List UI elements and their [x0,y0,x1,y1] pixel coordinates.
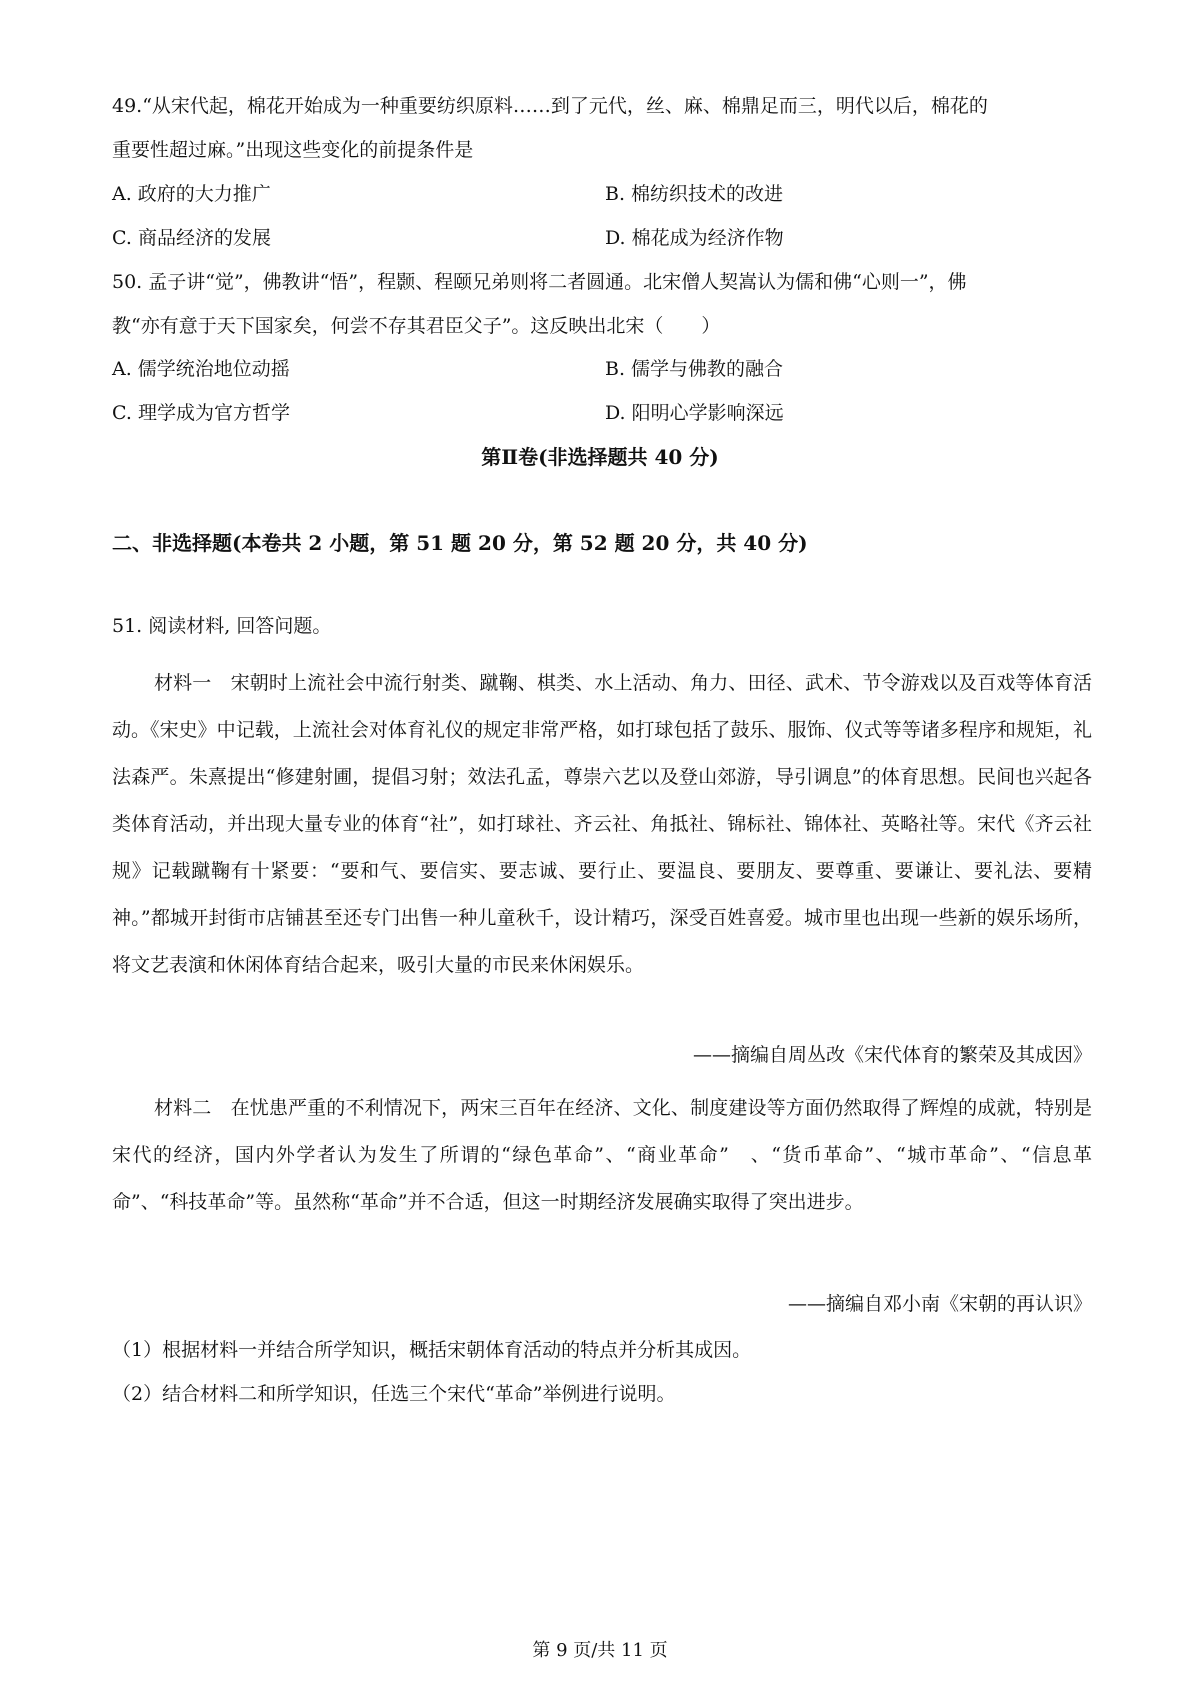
q50-option-a: A. 儒学统治地位动摇 [112,358,290,380]
q49-option-d: D. 棉花成为经济作物 [605,227,784,249]
page-footer: 第 9 页/共 11 页 [532,1640,668,1661]
q51-sub-question-2: （2）结合材料二和所学知识，任选三个宋代“革命”举例进行说明。 [112,1383,676,1405]
q51-sub-question-1: （1）根据材料一并结合所学知识，概括宋朝体育活动的特点并分析其成因。 [112,1339,752,1361]
q49-line-1: 49.“从宋代起，棉花开始成为一种重要纺织原料……到了元代，丝、麻、棉鼎足而三，明代以后，棉花的 [112,95,988,117]
q50-line-2: 教“亦有意于天下国家矣，何尝不存其君臣父子”。这反映出北宋（ ） [112,315,721,337]
q49-option-b: B. 棉纺织技术的改进 [605,183,784,205]
q51-material-2: 材料二 在忧患严重的不利情况下，两宋三百年在经济、文化、制度建设等方面仍然取得了辉煌的成就，特别是宋代的经济，国内外学者认为发生了所谓的“绿色革命”、“商业革命” 、“货币革命”、“城市革命”、“信息革命”、“科技革命”等。虽然称“革命”并不合适，但这一时期经济发展确实取得了突出进步。 [112,1097,1092,1213]
volume-title: 第Ⅱ卷(非选择题共 40 分) [481,445,719,469]
q50-option-b: B. 儒学与佛教的融合 [605,358,784,380]
q51-source-2: ——摘编自邓小南《宋朝的再认识》 [787,1293,1092,1315]
q50-option-c: C. 理学成为官方哲学 [112,402,290,424]
q49-line-2: 重要性超过麻。”出现这些变化的前提条件是 [112,139,474,161]
q51-stem: 51. 阅读材料, 回答问题。 [112,615,332,637]
q49-option-c: C. 商品经济的发展 [112,227,271,249]
q51-source-1: ——摘编自周丛改《宋代体育的繁荣及其成因》 [692,1044,1092,1066]
q50-line-1: 50. 孟子讲“觉”，佛教讲“悟”，程颢、程颐兄弟则将二者圆通。北宋僧人契嵩认为儒和佛“心则一”，佛 [112,271,967,293]
q50-option-d: D. 阳明心学影响深远 [605,402,784,424]
part-title: 二、非选择题(本卷共 2 小题，第 51 题 20 分，第 52 题 20 分，共 40 分) [112,531,808,555]
q51-material-1: 材料一 宋朝时上流社会中流行射类、蹴鞠、棋类、水上活动、角力、田径、武术、节令游戏以及百戏等体育活动。《宋史》中记载，上流社会对体育礼仪的规定非常严格，如打球包括了鼓乐、服饰、仪式等等诸多程序和规矩，礼法森严。朱熹提出“修建射圃，提倡习射；效法孔孟，尊崇六艺以及登山郊游，导引调息”的体育思想。民间也兴起各类体育活动，并出现大量专业的体育“社”，如打球社、齐云社、角抵社、锦标社、锦体社、英略社等。宋代《齐云社规》记载蹴鞠有十紧要：“要和气、要信实、要志诚、要行止、要温良、要朋友、要尊重、要谦让、要礼法、要精神。”都城开封街市店铺甚至还专门出售一种儿童秋千，设计精巧，深受百姓喜爱。城市里也出现一些新的娱乐场所，将文艺表演和休闲体育结合起来，吸引大量的市民来休闲娱乐。 [112,672,1092,976]
q49-option-a: A. 政府的大力推广 [112,183,271,205]
